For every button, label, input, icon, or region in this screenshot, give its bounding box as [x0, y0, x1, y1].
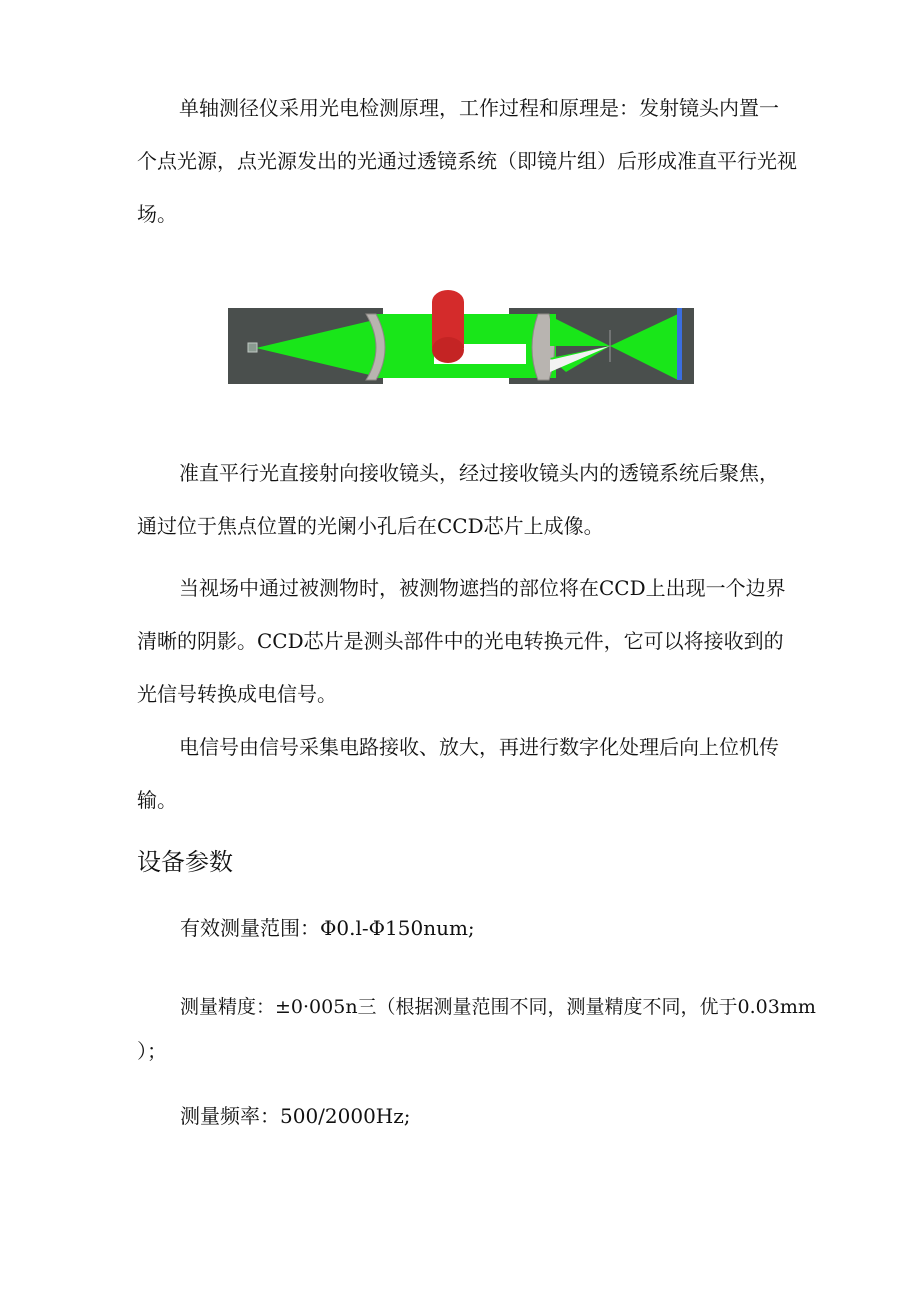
param-accuracy-line1: 测量精度：±0·005n三（根据测量范围不同，测量精度不同，优于0.03mm	[180, 996, 816, 1018]
paragraph-signal: 电信号由信号采集电路接收、放大，再进行数字化处理后向上位机传输。	[137, 735, 779, 812]
paragraph-shadow: 当视场中通过被测物时，被测物遮挡的部位将在CCD上出现一个边界清晰的阴影。CCD芯片是测头部件中的光电转换元件，它可以将接收到的光信号转换成电信号。	[137, 576, 786, 706]
paragraph-principle: 单轴测径仪采用光电检测原理，工作过程和原理是：发射镜头内置一个点光源，点光源发出的光通过透镜系统（即镜片组）后形成准直平行光视场。	[137, 96, 797, 226]
ccd-sensor	[677, 308, 682, 380]
paragraph-receiver: 准直平行光直接射向接收镜头，经过接收镜头内的透镜系统后聚焦，通过位于焦点位置的光阑小孔后在CCD芯片上成像。	[137, 461, 779, 538]
point-source	[248, 343, 257, 352]
param-accuracy-line2: ）；	[137, 1039, 167, 1063]
param-range: 有效测量范围：Φ0.l-Φ150num;	[180, 916, 475, 940]
object-bottom	[432, 337, 464, 363]
optical-diagram	[226, 288, 696, 388]
optical-diagram-svg	[226, 288, 696, 388]
param-frequency: 测量频率：500/2000Hz;	[180, 1104, 411, 1128]
section-heading: 设备参数	[137, 848, 233, 876]
